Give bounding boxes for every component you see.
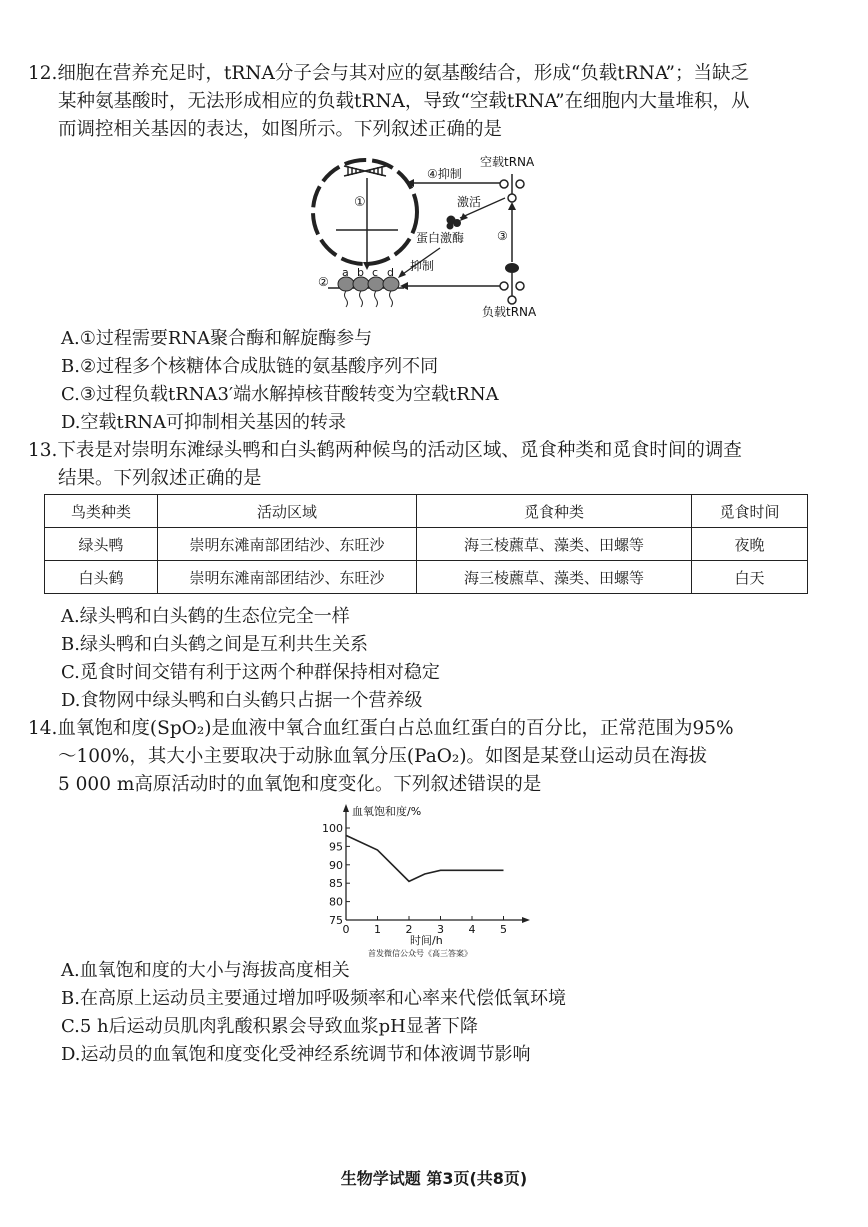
q14-option-a[interactable]: A.血氧饱和度的大小与海拔高度相关 [61, 960, 350, 981]
step2-label: ② [318, 275, 329, 289]
inhibit4-label: ④抑制 [427, 167, 462, 181]
empty-trna-label: 空载tRNA [480, 155, 535, 169]
x-tick-label: 4 [468, 923, 476, 936]
protein-kinase-icon [447, 216, 462, 230]
q14-stem-line1: 14.血氧饱和度(SpO₂)是血液中氧合血红蛋白占总血红蛋白的百分比，正常范围为95% [28, 718, 734, 739]
step3-label: ③ [497, 229, 508, 243]
ribosome-label-a: a [342, 266, 349, 279]
q12-option-a[interactable]: A.①过程需要RNA聚合酶和解旋酶参与 [61, 328, 373, 349]
nucleus-outline [313, 160, 417, 264]
trna-regulation-figure [300, 150, 560, 322]
amino-acid-icon [505, 263, 519, 273]
table-cell: 白头鹤 [45, 561, 158, 594]
q13-option-c[interactable]: C.觅食时间交错有利于这两个种群保持相对稳定 [61, 662, 440, 683]
y-tick-label: 80 [329, 895, 343, 909]
table-header-cell: 觅食种类 [417, 495, 692, 528]
table-cell: 夜晚 [692, 528, 808, 561]
y-tick-label: 75 [329, 914, 343, 927]
ribosomes-icon [338, 277, 399, 291]
q12-stem-line1: 12.细胞在营养充足时，tRNA分子会与其对应的氨基酸结合，形成“负载tRNA”；当缺乏 [28, 63, 749, 84]
spo2-series-line [346, 835, 504, 881]
y-tick-label: 90 [329, 858, 343, 872]
empty-trna-icon [500, 174, 524, 202]
table-cell: 崇明东滩南部团结沙、东旺沙 [158, 561, 417, 594]
ribosome-label-c: c [372, 266, 379, 279]
q12-stem-line2: 某种氨基酸时，无法形成相应的负载tRNA，导致“空载tRNA”在细胞内大量堆积，从 [58, 91, 750, 112]
x-tick-label: 3 [437, 923, 444, 936]
q13-option-d[interactable]: D.食物网中绿头鸭和白头鹤只占据一个营养级 [61, 690, 423, 711]
page-footer: 生物学试题 第3页(共8页) [340, 1169, 528, 1188]
peptide-chains-icon [345, 291, 393, 307]
table-cell: 海三棱藨草、藻类、田螺等 [417, 528, 692, 561]
y-tick-label: 100 [322, 822, 343, 835]
loaded-trna-label: 负载tRNA [482, 305, 537, 319]
q13-option-b[interactable]: B.绿头鸭和白头鹤之间是互利共生关系 [61, 634, 368, 655]
loaded-trna-icon [500, 273, 524, 304]
inhibit-label: 抑制 [410, 259, 435, 273]
table-row [45, 561, 808, 594]
x-tick-label: 1 [374, 923, 381, 936]
table-cell: 海三棱藨草、藻类、田螺等 [417, 561, 692, 594]
q12-option-c[interactable]: C.③过程负载tRNA3′端水解掉核苷酸转变为空载tRNA [61, 384, 499, 405]
table-cell: 白天 [692, 561, 808, 594]
y-tick-label: 85 [329, 877, 343, 891]
table-header-cell: 活动区域 [158, 495, 417, 528]
dna-icon [344, 166, 386, 176]
q14-stem-line2: ～100%，其大小主要取决于动脉血氧分压(PaO₂)。如图是某登山运动员在海拔 [58, 746, 708, 767]
ribosome-label-d: d [387, 266, 394, 279]
table-cell: 绿头鸭 [45, 528, 158, 561]
q12-stem-line3: 而调控相关基因的表达，如图所示。下列叙述正确的是 [58, 119, 503, 140]
q14-option-b[interactable]: B.在高原上运动员主要通过增加呼吸频率和心率来代偿低氧环境 [61, 988, 566, 1009]
q14-option-c[interactable]: C.5 h后运动员肌肉乳酸积累会导致血浆pH显著下降 [61, 1016, 478, 1037]
q13-option-a[interactable]: A.绿头鸭和白头鹤的生态位完全一样 [61, 606, 350, 627]
table-cell: 崇明东滩南部团结沙、东旺沙 [158, 528, 417, 561]
bird-survey-table [44, 494, 808, 594]
x-tick-label: 0 [342, 923, 350, 936]
watermark: 首发微信公众号《高三答案》 [368, 949, 472, 958]
step1-label: ① [354, 195, 366, 210]
x-axis-label: 时间/h [410, 934, 443, 947]
x-axis-arrow [522, 917, 530, 923]
protein-kinase-label: 蛋白激酶 [416, 231, 465, 245]
x-tick-label: 2 [405, 923, 413, 936]
y-axis-arrow [343, 804, 349, 812]
q12-option-d[interactable]: D.空载tRNA可抑制相关基因的转录 [61, 412, 347, 433]
activate-label: 激活 [457, 195, 482, 209]
q13-stem-line2: 结果。下列叙述正确的是 [58, 468, 262, 489]
y-axis-label: 血氧饱和度/% [352, 805, 422, 818]
table-row [45, 528, 808, 561]
x-tick-label: 5 [500, 923, 507, 936]
q14-stem-line3: 5 000 m高原活动时的血氧饱和度变化。下列叙述错误的是 [58, 774, 542, 795]
table-header-cell: 鸟类种类 [45, 495, 158, 528]
q12-option-b[interactable]: B.②过程多个核糖体合成肽链的氨基酸序列不同 [61, 356, 439, 377]
ribosome-label-b: b [357, 266, 364, 279]
spo2-chart [316, 800, 546, 960]
q14-option-d[interactable]: D.运动员的血氧饱和度变化受神经系统调节和体液调节影响 [61, 1044, 531, 1065]
q13-stem-line1: 13.下表是对崇明东滩绿头鸭和白头鹤两种候鸟的活动区域、觅食种类和觅食时间的调查 [28, 440, 742, 461]
table-header-row [45, 495, 808, 528]
table-header-cell: 觅食时间 [692, 495, 808, 528]
y-tick-label: 95 [329, 840, 343, 854]
